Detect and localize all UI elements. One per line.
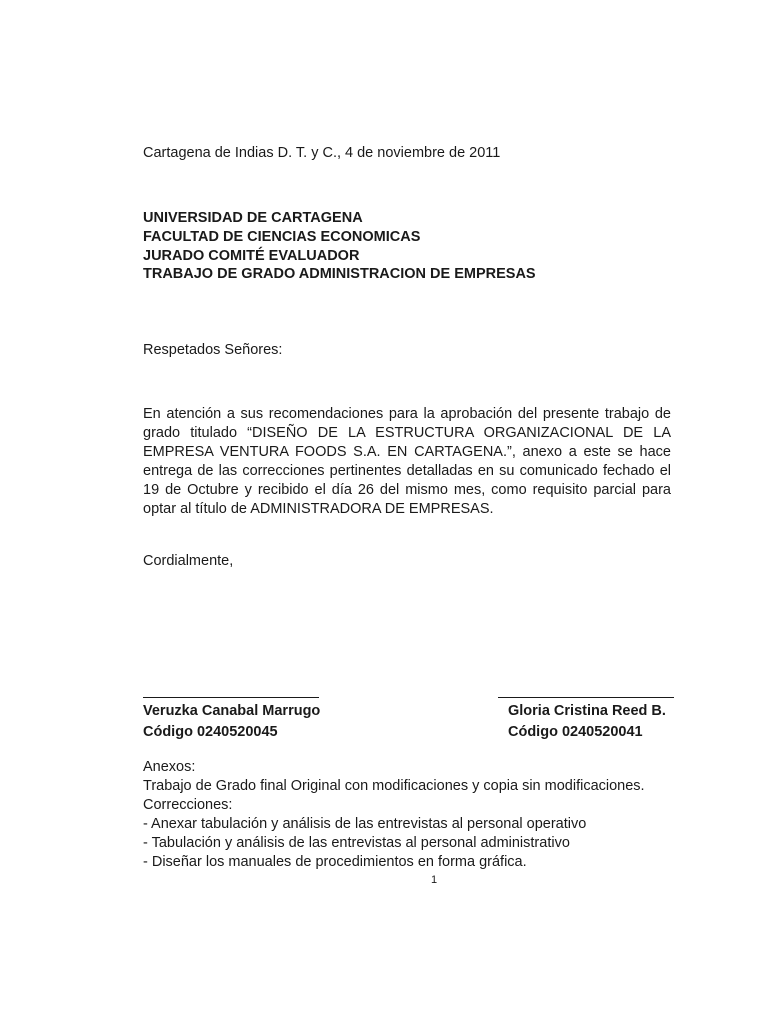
body-line-3: EMPRESA VENTURA FOODS S.A. EN CARTAGENA.”, anexo a este se hace <box>143 444 671 460</box>
recipient-line-4: TRABAJO DE GRADO ADMINISTRACION DE EMPRESAS <box>143 266 536 282</box>
salutation: Respetados Señores: <box>143 342 283 358</box>
signatory-left-code: Código 0240520045 <box>143 724 278 740</box>
signatory-right <box>508 701 666 743</box>
body-line-2: grado titulado “DISEÑO DE LA ESTRUCTURA ORGANIZACIONAL DE LA <box>143 425 671 441</box>
signature-line-left <box>143 697 319 698</box>
signature-line-right <box>498 697 674 698</box>
signatory-left <box>143 701 320 743</box>
place-date: Cartagena de Indias D. T. y C., 4 de noviembre de 2011 <box>143 145 501 161</box>
body-line-4: entrega de las correcciones pertinentes detalladas en su comunicado fechado el <box>143 463 671 479</box>
page-number: 1 <box>430 874 438 886</box>
body-line-6: optar al título de ADMINISTRADORA DE EMPRESAS. <box>143 501 494 517</box>
letter-body <box>143 405 671 519</box>
closing: Cordialmente, <box>143 553 234 569</box>
signatory-right-code: Código 0240520041 <box>508 724 643 740</box>
correction-item-3: - Diseñar los manuales de procedimientos en forma gráfica. <box>143 854 527 870</box>
body-line-5: 19 de Octubre y recibido el día 26 del mismo mes, como requisito parcial para <box>143 482 671 498</box>
recipient-line-2: FACULTAD DE CIENCIAS ECONOMICAS <box>143 229 421 245</box>
correction-item-2: - Tabulación y análisis de las entrevistas al personal administrativo <box>143 835 570 851</box>
signatory-left-name: Veruzka Canabal Marrugo <box>143 703 321 719</box>
annex-item: Trabajo de Grado final Original con modificaciones y copia sin modificaciones. <box>143 778 645 794</box>
body-line-1: En atención a sus recomendaciones para la aprobación del presente trabajo de <box>143 406 671 422</box>
recipient-line-3: JURADO COMITÉ EVALUADOR <box>143 248 360 264</box>
correction-item-1: - Anexar tabulación y análisis de las entrevistas al personal operativo <box>143 816 587 832</box>
annex-title: Anexos: <box>143 759 196 775</box>
corrections-title: Correcciones: <box>143 797 233 813</box>
signatory-right-name: Gloria Cristina Reed B. <box>508 703 666 719</box>
recipient-line-1: UNIVERSIDAD DE CARTAGENA <box>143 210 363 226</box>
